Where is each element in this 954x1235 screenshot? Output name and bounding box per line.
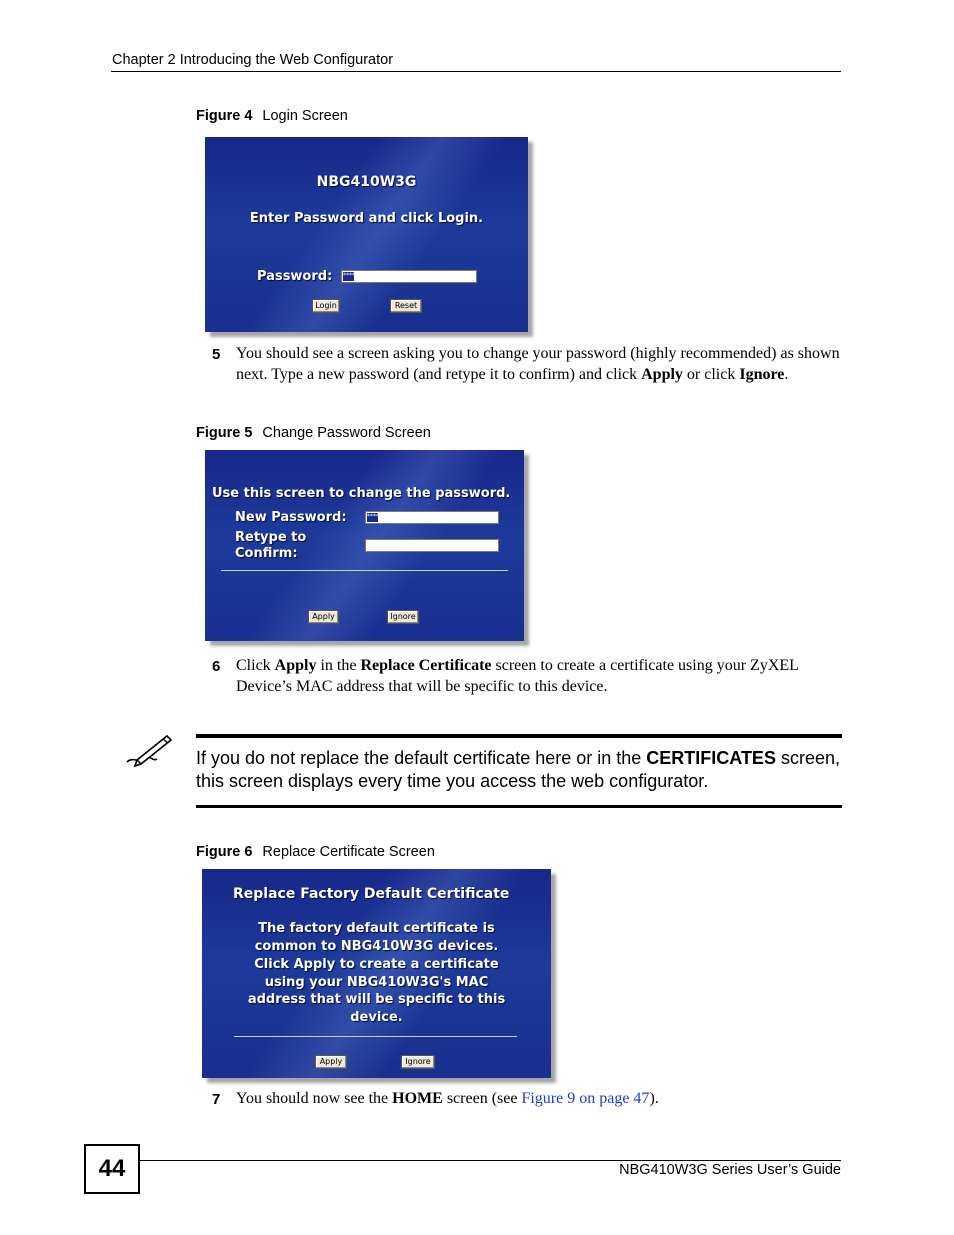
separator-line [234, 1036, 517, 1037]
change-password-screen [205, 450, 524, 641]
figure6-caption [196, 844, 435, 860]
note-rule-top [196, 734, 842, 738]
note-text: If you do not replace the default certificate here or in the CERTIFICATES screen, this screen displays every time you access the web configurator. [196, 748, 840, 791]
new-password-label: New Password: [235, 510, 347, 525]
login-button[interactable]: Login [312, 299, 340, 313]
figure5-label: Figure 5 [196, 425, 253, 441]
apply-button[interactable]: Apply [315, 1055, 347, 1069]
certificate-text-line: common to NBG410W3G devices. [254, 939, 499, 954]
ignore-button[interactable]: Ignore [387, 610, 419, 624]
certificate-title: Replace Factory Default Certificate [233, 886, 510, 902]
password-label: Password: [257, 269, 333, 284]
note-rule-bottom [196, 805, 842, 808]
login-instruction: Enter Password and click Login. [249, 211, 484, 226]
certificate-text-line: address that will be specific to this [247, 992, 506, 1007]
new-password-value: **** [367, 513, 379, 520]
password-input[interactable] [341, 270, 477, 283]
step-6-text: Click Apply in the Replace Certificate screen to create a certificate using your ZyXEL Device’s MAC address that will be specific to this device. [236, 657, 799, 695]
step-7-text: You should now see the HOME screen (see Figure 9 on page 47). [236, 1090, 659, 1107]
certificate-text-line: Click Apply to create a certificate [254, 957, 499, 972]
header-rule [111, 71, 841, 72]
page-number: 44 [84, 1144, 140, 1194]
apply-button[interactable]: Apply [308, 610, 339, 624]
figure5-title: Change Password Screen [262, 425, 431, 441]
certificate-text-line: using your NBG410W3G's MAC [264, 975, 489, 990]
certificate-text-line: device. [350, 1010, 403, 1025]
figure6-label: Figure 6 [196, 844, 253, 860]
confirm-password-input[interactable] [365, 539, 499, 552]
reset-button[interactable]: Reset [390, 299, 422, 313]
new-password-input[interactable] [365, 511, 499, 524]
login-screen [205, 137, 528, 332]
model-name: NBG410W3G [316, 174, 417, 190]
retype-label-line1: Retype to [235, 530, 307, 545]
change-password-instruction: Use this screen to change the password. [212, 486, 511, 501]
retype-label-line2: Confirm: [235, 546, 298, 561]
replace-certificate-screen [202, 869, 551, 1078]
step-5-number: 5 [212, 346, 221, 363]
step-5-text: You should see a screen asking you to change your password (highly recommended) as shown next. Type a new password (and retype it to confirm) and click Apply or click Ignore. [236, 345, 840, 383]
chapter-header: Chapter 2 Introducing the Web Configurator [112, 52, 394, 68]
step-7-number: 7 [212, 1091, 221, 1108]
certificate-text-line: The factory default certificate is [258, 921, 495, 936]
figure4-label: Figure 4 [196, 108, 253, 124]
guide-title: NBG410W3G Series User’s Guide [619, 1162, 841, 1178]
footer-rule [140, 1160, 841, 1161]
step-6-number: 6 [212, 658, 221, 675]
figure4-title: Login Screen [262, 108, 348, 124]
figure5-caption [196, 425, 431, 441]
figure6-title: Replace Certificate Screen [262, 844, 435, 860]
password-value: **** [343, 272, 355, 279]
figure9-link[interactable]: Figure 9 on page 47 [521, 1090, 650, 1107]
note-pencil-icon [123, 732, 175, 768]
ignore-button[interactable]: Ignore [401, 1055, 435, 1069]
figure4-caption [196, 108, 348, 124]
separator-line [221, 570, 508, 571]
